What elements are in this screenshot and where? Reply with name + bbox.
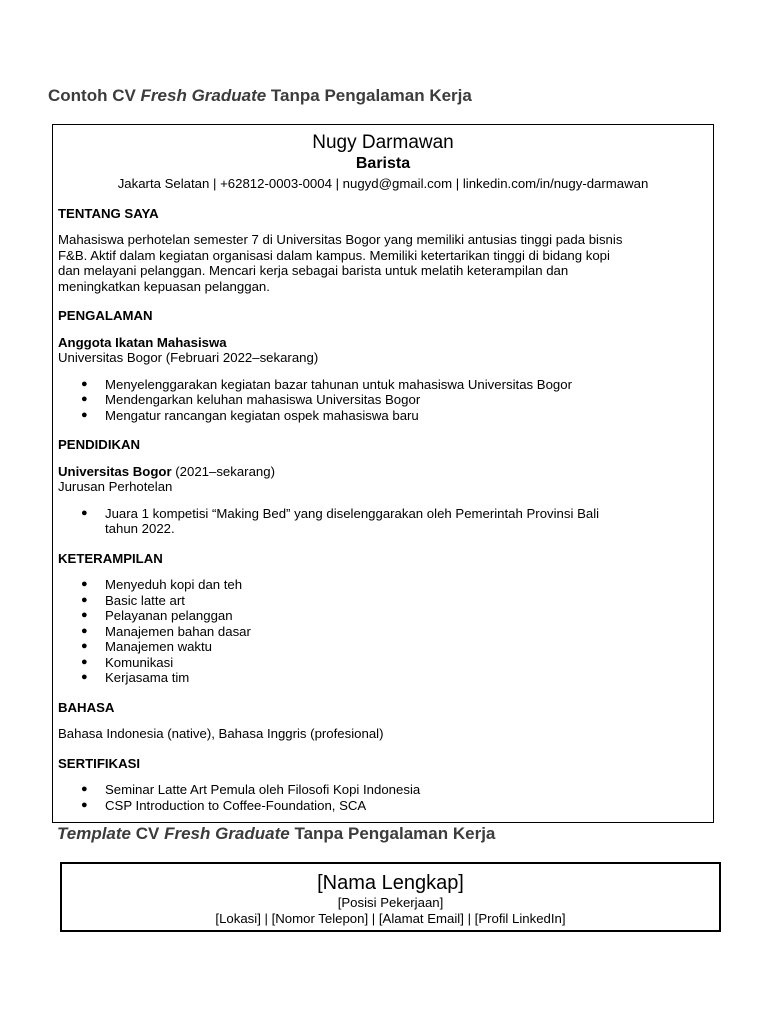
list-item: ● Menyeduh kopi dan teh: [105, 577, 708, 593]
list-item: ● Pelayanan pelanggan: [105, 608, 708, 624]
heading-suffix: Tanpa Pengalaman Kerja: [289, 824, 496, 843]
education-years: (2021–sekarang): [171, 463, 275, 479]
heading-mid: CV: [131, 824, 165, 843]
cv-template-box: [60, 862, 721, 932]
about-line: Mahasiswa perhotelan semester 7 di Universitas Bogor yang memiliki antusias tinggi pada bisnis: [58, 232, 623, 247]
education-school: Universitas Bogor: [58, 463, 172, 479]
education-bullets: [58, 506, 708, 537]
heading-italic: Template: [57, 824, 132, 843]
skills-list: [58, 577, 708, 686]
list-item: ● Kerjasama tim: [105, 670, 708, 686]
cv-example-box: [52, 124, 714, 823]
about-line: meningkatkan kepuasan pelanggan.: [58, 278, 270, 294]
cv-template-heading: [57, 824, 495, 844]
section-title-education: PENDIDIKAN: [58, 437, 141, 452]
section-title-experience: PENGALAMAN: [58, 308, 153, 323]
languages-text: Bahasa Indonesia (native), Bahasa Inggris (profesional): [58, 726, 384, 741]
section-title-languages: BAHASA: [58, 699, 115, 715]
experience-position: Anggota Ikatan Mahasiswa: [58, 334, 227, 350]
list-item: ● Manajemen waktu: [105, 639, 708, 655]
education-major: Jurusan Perhotelan: [58, 479, 173, 494]
list-item: ● Mengatur rancangan kegiatan ospek mahasiswa baru: [105, 408, 708, 424]
heading-italic: Fresh Graduate: [164, 824, 290, 843]
list-item: ● Menyelenggarakan kegiatan bazar tahunan untuk mahasiswa Universitas Bogor: [105, 377, 708, 393]
experience-bullets: [58, 377, 708, 424]
certifications-list: [58, 782, 708, 813]
template-contact: [Lokasi] | [Nomor Telepon] | [Alamat Email] | [Profil LinkedIn]: [215, 910, 566, 926]
template-name: [Nama Lengkap]: [317, 872, 464, 894]
cv-name: Nugy Darmawan: [312, 132, 454, 153]
list-item: [105, 506, 708, 537]
education-award-line: tahun 2022.: [105, 521, 175, 536]
section-title-certifications: SERTIFIKASI: [58, 755, 141, 771]
heading-italic: Fresh Graduate: [140, 86, 267, 105]
list-item: ● Mendengarkan keluhan mahasiswa Universitas Bogor: [105, 392, 708, 408]
list-item: ● Manajemen bahan dasar: [105, 624, 708, 640]
list-item: ● CSP Introduction to Coffee-Foundation, SCA: [105, 798, 708, 814]
about-text: [58, 232, 708, 294]
cv-example-heading: [48, 86, 472, 106]
heading-suffix: Tanpa Pengalaman Kerja: [266, 86, 472, 105]
about-line: F&B. Aktif dalam kegiatan organisasi dalam kampus. Memiliki ketertarikan tinggi di bidang kopi: [58, 247, 610, 263]
about-line: dan melayani pelanggan. Mencari kerja sebagai barista untuk melatih keterampilan dan: [58, 263, 569, 278]
experience-org: Universitas Bogor (Februari 2022–sekarang): [58, 350, 319, 365]
cv-role: Barista: [355, 155, 411, 172]
list-item: ● Basic latte art: [105, 593, 708, 609]
list-item: ● Seminar Latte Art Pemula oleh Filosofi Kopi Indonesia: [105, 782, 708, 798]
experience-entry: [58, 335, 708, 366]
template-role: [Posisi Pekerjaan]: [337, 895, 444, 910]
section-title-about: TENTANG SAYA: [58, 205, 159, 221]
education-school-line: [58, 464, 708, 480]
list-item: ● Komunikasi: [105, 655, 708, 671]
section-title-skills: KETERAMPILAN: [58, 550, 163, 566]
education-entry: [58, 464, 708, 495]
cv-contact: Jakarta Selatan | +62812-0003-0004 | nugyd@gmail.com | linkedin.com/in/nugy-darmawan: [117, 176, 649, 191]
education-award-line: ● Juara 1 kompetisi “Making Bed” yang diselenggarakan oleh Pemerintah Provinsi Bali: [105, 505, 600, 521]
heading-prefix: Contoh CV: [48, 86, 141, 105]
